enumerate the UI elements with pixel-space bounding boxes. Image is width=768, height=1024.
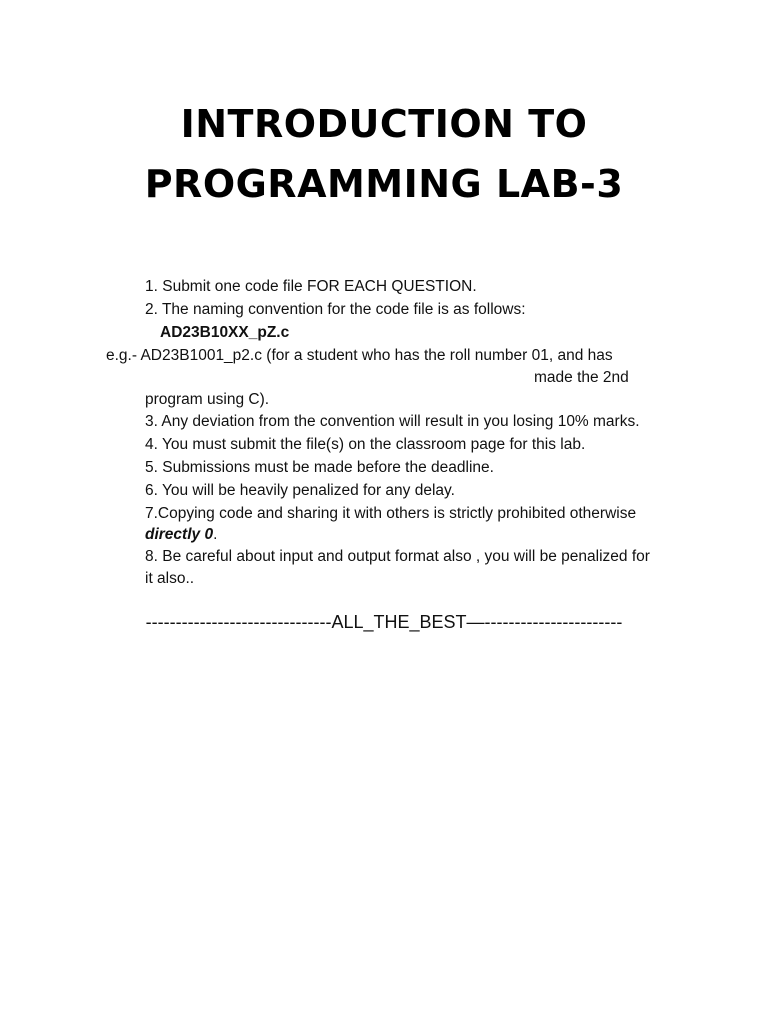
instruction-item-5: 5. Submissions must be made before the deadline. xyxy=(145,459,494,476)
instruction-item-7-continued xyxy=(145,525,217,545)
closing-line: -------------------------------ALL_THE_BEST—----------------------- xyxy=(145,612,623,632)
example-line-3: program using C). xyxy=(145,391,270,408)
title-line-1: INTRODUCTION TO xyxy=(180,102,588,146)
instruction-item-8: 8. Be careful about input and output format also , you will be penalized for xyxy=(145,548,650,565)
instruction-item-7: 7.Copying code and sharing it with others is strictly prohibited otherwise xyxy=(145,505,637,522)
instruction-item-8-continued: it also.. xyxy=(145,570,195,587)
instruction-item-4: 4. You must submit the file(s) on the classroom page for this lab. xyxy=(145,436,586,453)
example-line-1: e.g.- AD23B1001_p2.c (for a student who has the roll number 01, and has xyxy=(106,347,613,364)
example-line-2: made the 2nd xyxy=(534,369,629,386)
penalty-emphasis: directly 0 xyxy=(145,526,214,543)
naming-format: AD23B10XX_pZ.c xyxy=(160,324,290,341)
instruction-item-6: 6. You will be heavily penalized for any delay. xyxy=(145,482,455,499)
instruction-item-1: 1. Submit one code file FOR EACH QUESTION. xyxy=(145,278,477,295)
document-title xyxy=(0,94,768,214)
instruction-item-3: 3. Any deviation from the convention will result in you losing 10% marks. xyxy=(145,413,640,430)
instruction-item-2: 2. The naming convention for the code file is as follows: xyxy=(145,301,526,318)
penalty-period: . xyxy=(213,526,218,543)
title-line-2: PROGRAMMING LAB-3 xyxy=(144,162,624,206)
